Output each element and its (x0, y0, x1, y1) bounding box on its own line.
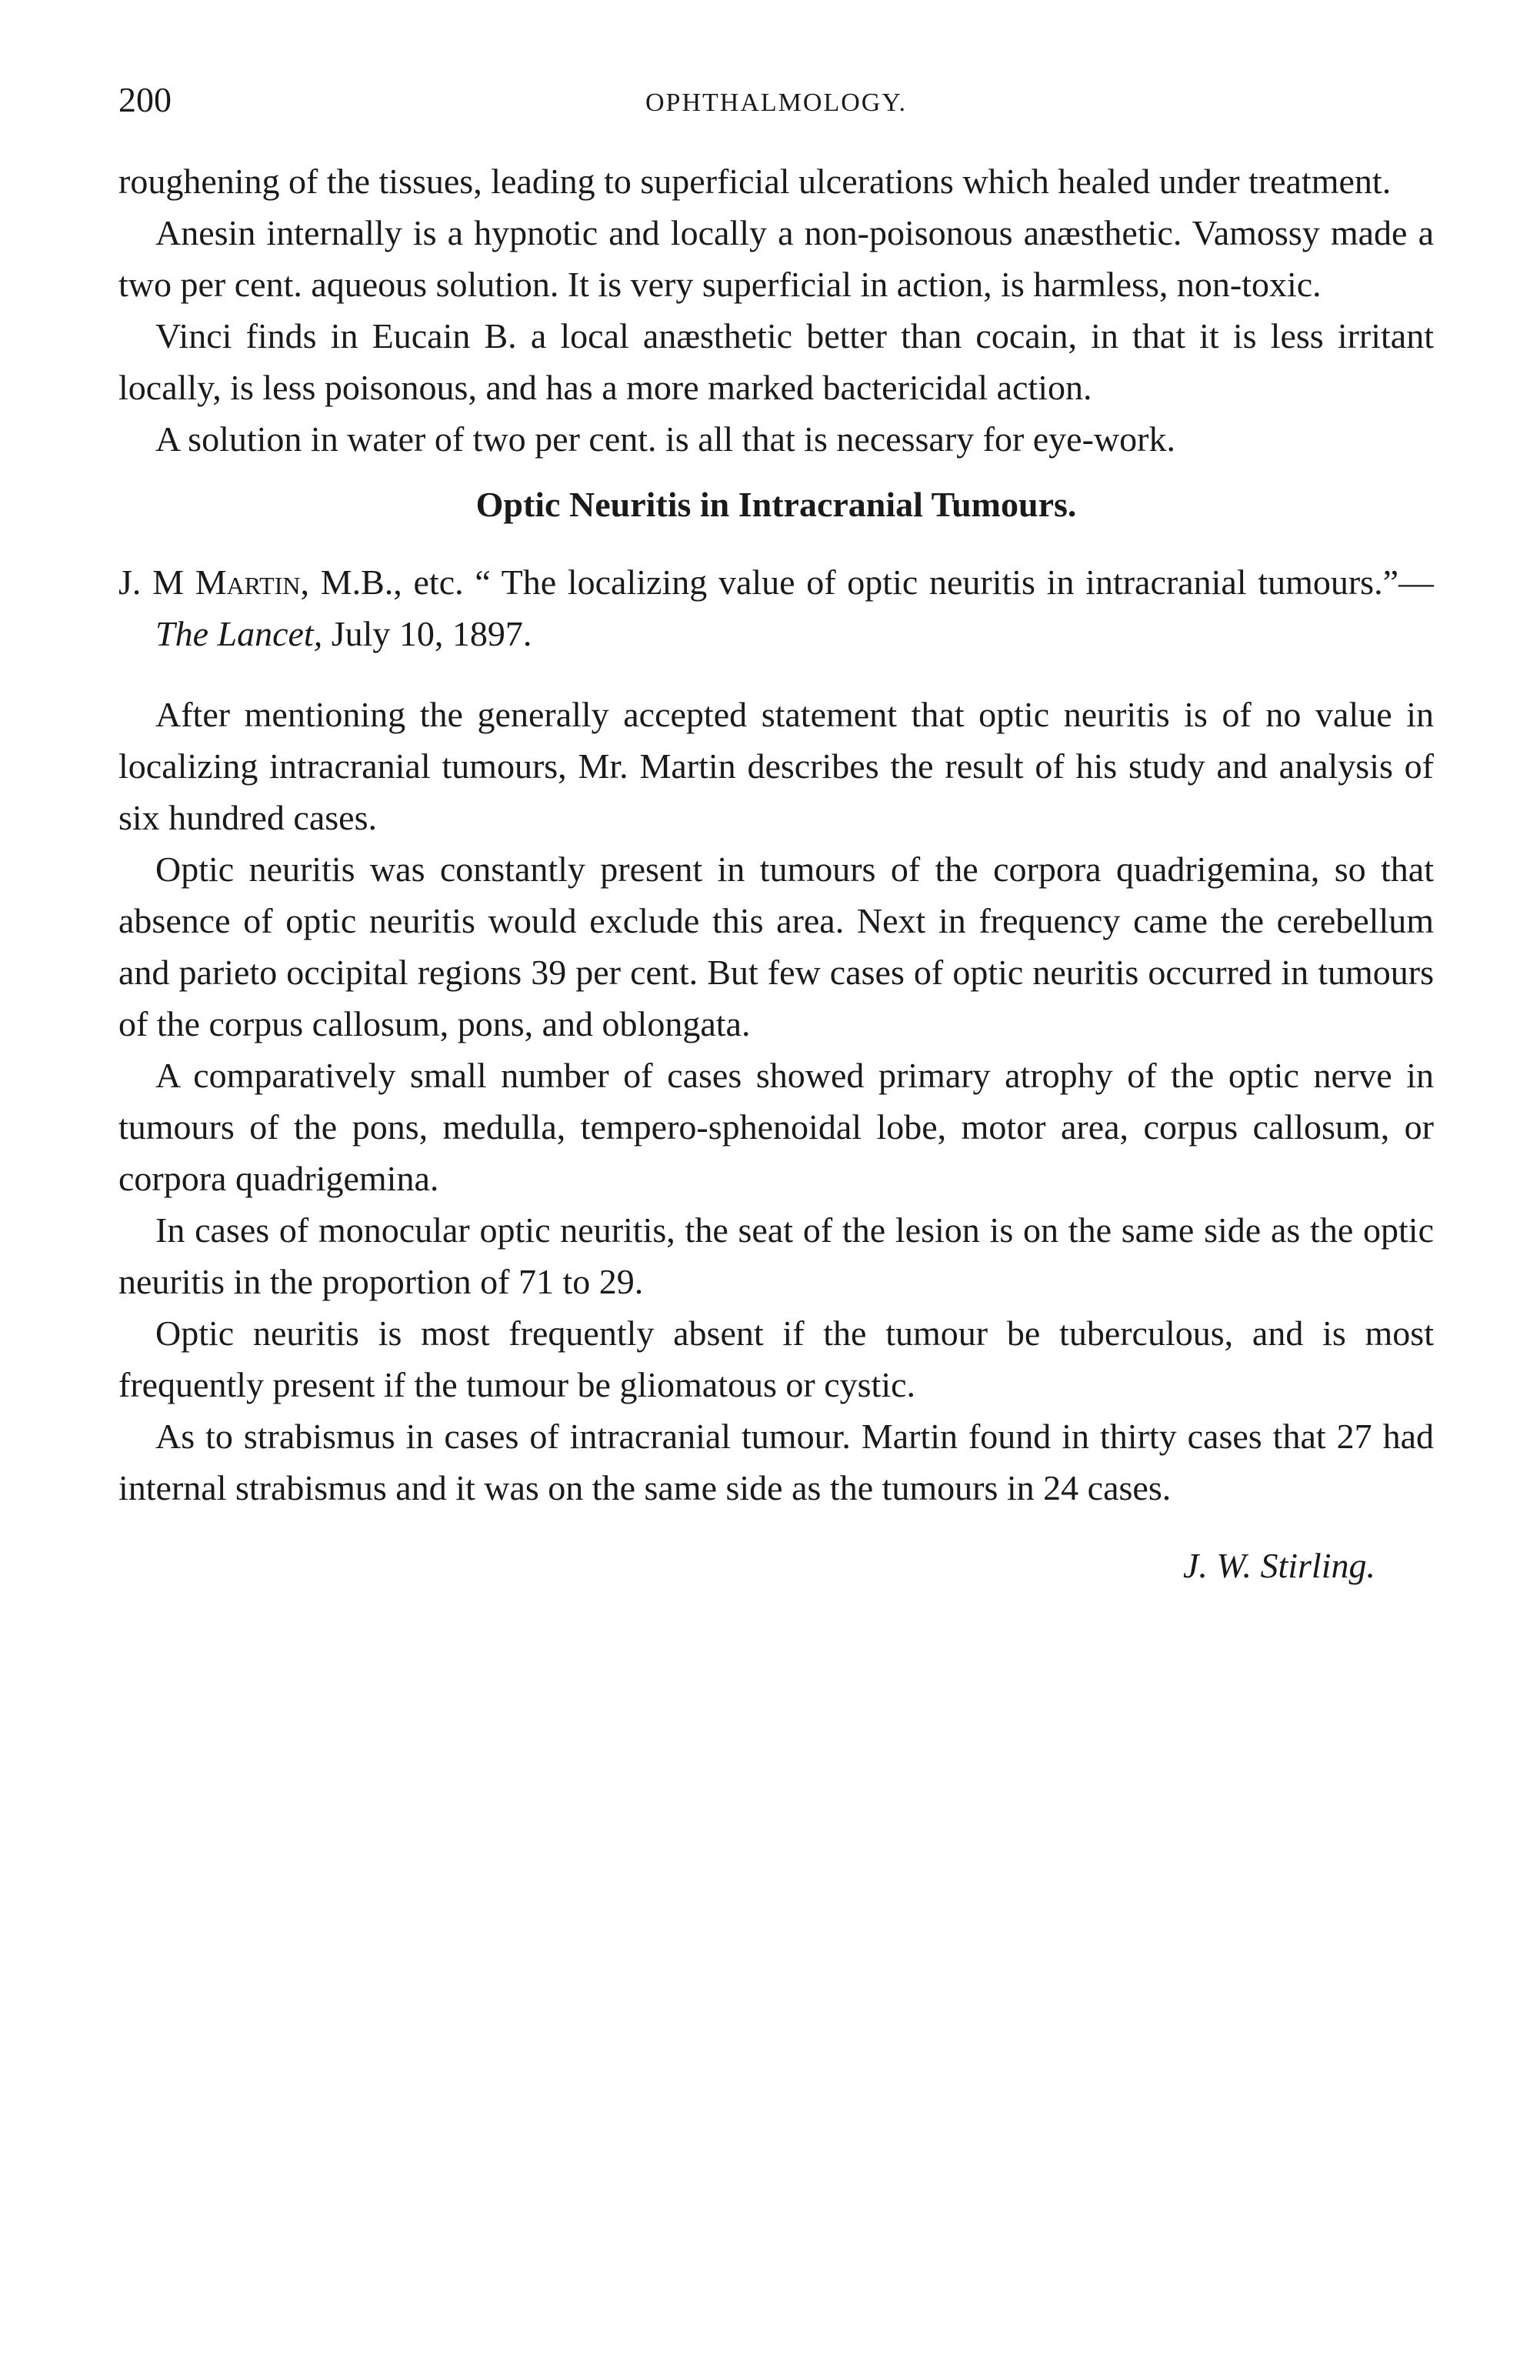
reference-journal: The Lancet, (155, 614, 323, 653)
paragraph-after-mentioning: After mentioning the generally accepted statement that optic neuritis is of no value in localizing intracranial tumours, Mr. Martin describes the result of his study and analysis of six hundred cases. (118, 695, 1434, 837)
reference-title: “ The localizing value of optic neuritis in intracranial tumours.”— (475, 562, 1435, 602)
reference-degrees: , M.B., etc. (300, 562, 464, 602)
section-heading: Optic Neuritis in Intracranial Tumours. (475, 485, 1077, 524)
running-head: OPHTHALMOLOGY. (645, 88, 907, 117)
paragraph-primary-atrophy: A comparatively small number of cases showed primary atrophy of the optic nerve in tumours of the pons, medulla, tempero-sphenoidal lobe, motor area, corpus callosum, or corpora quadrigemina. (118, 1056, 1434, 1198)
paragraph-corpora-quadrigemina: Optic neuritis was constantly present in tumours of the corpora quadrigemina, so that absence of optic neuritis would exclude this area. Next in frequency came the cerebellum and parieto occipital regions 39 per cent. But few cases of optic neuritis occurred in tumours of the corpus callosum, pons, and oblongata. (118, 850, 1434, 1043)
paragraph-tuberculous: Optic neuritis is most frequently absent if the tumour be tuberculous, and is most frequently present if the tumour be gliomatous or cystic. (118, 1314, 1434, 1404)
book-page (118, 77, 1434, 1591)
paragraph-continuation: roughening of the tissues, leading to superficial ulcerations which healed under treatment. (118, 162, 1392, 201)
paragraph-monocular: In cases of monocular optic neuritis, the seat of the lesion is on the same side as the optic neuritis in the proportion of 71 to 29. (118, 1210, 1434, 1301)
page-header (118, 77, 1434, 123)
paragraph-anesin: Anesin internally is a hypnotic and locally a non-poisonous anæsthetic. Vamossy made a two per cent. aqueous solution. It is very superficial in action, is harmless, non-toxic. (118, 213, 1434, 304)
paragraph-solution: A solution in water of two per cent. is all that is necessary for eye-work. (155, 419, 1175, 459)
paragraph-strabismus: As to strabismus in cases of intracranial tumour. Martin found in thirty cases that 27 had internal strabismus and it was on the same side as the tumours in 24 cases. (118, 1417, 1434, 1507)
reference-author: Martin (195, 562, 301, 602)
reference-initials: J. M (118, 562, 185, 602)
bibliographic-reference (118, 556, 1434, 659)
page-number: 200 (118, 80, 172, 119)
reference-date: July 10, 1897. (322, 614, 532, 653)
author-signature: J. W. Stirling. (1182, 1546, 1375, 1585)
paragraph-eucain: Vinci finds in Eucain B. a local anæsthetic better than cocain, in that it is less irritant locally, is less poisonous, and has a more marked bactericidal action. (118, 316, 1434, 407)
